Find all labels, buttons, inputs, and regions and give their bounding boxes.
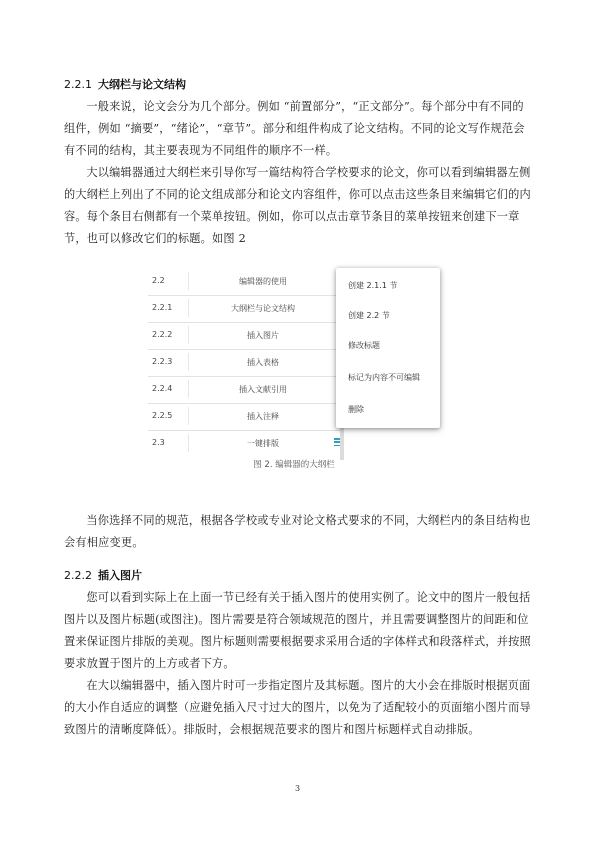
outline-item-label: 一键排版 xyxy=(247,439,279,448)
figure-outline-panel xyxy=(148,268,440,472)
paragraph: 当你选择不同的规范，根据各学校或专业对论文格式要求的不同，大纲栏内的条目结构也会有相应变更。 xyxy=(64,514,531,549)
outline-item-number: 2.2 xyxy=(152,276,165,285)
menu-item-delete[interactable]: 删除 xyxy=(348,405,364,414)
outline-item-label: 大纲栏与论文结构 xyxy=(231,304,295,313)
outline-item-number: 2.2.4 xyxy=(152,384,173,393)
context-menu xyxy=(336,268,440,428)
outline-item[interactable] xyxy=(148,430,344,457)
menu-item-create-section[interactable]: 创建 2.2 节 xyxy=(348,311,390,320)
outline-item-label: 插入注释 xyxy=(247,412,279,421)
section-heading-2-2-1 xyxy=(64,76,186,92)
outline-list xyxy=(148,268,348,462)
menu-item-create-subsection[interactable]: 创建 2.1.1 节 xyxy=(348,281,398,290)
outline-item[interactable] xyxy=(148,403,344,431)
section-title: 大纲栏与论文结构 xyxy=(98,78,186,91)
menu-item-lock[interactable]: 标记为内容不可编辑 xyxy=(348,373,420,382)
outline-item[interactable] xyxy=(148,322,344,350)
paragraph: 您可以看到实际上在上面一节已经有关于插入图片的使用实例了。论文中的图片一般包括图片以及图片标题(或图注)。图片需要是符合领域规范的图片，并且需要调整图片的间距和位置来保证图片排版的美观。图片标题则需要根据要求采用合适的字体样式和段落样式，并按照要求放置于图片的上方或者下方。 xyxy=(64,591,531,670)
page-number: 3 xyxy=(294,784,301,793)
outline-item-number: 2.2.5 xyxy=(152,411,173,420)
section-number: 2.2.1 xyxy=(64,78,92,91)
figure-caption: 图 2. 编辑器的大纲栏 xyxy=(253,460,335,470)
paragraph: 大以编辑器通过大纲栏来引导你写一篇结构符合学校要求的论文，你可以看到编辑器左侧的大纲栏上列出了不同的论文组成部分和论文内容组件，你可以点击这些条目来编辑它们的内容。每个条目右侧都有一个菜单按钮。例如，你可以点击章节条目的菜单按钮来创建下一章节，也可以修改它们的标题。如图 2 xyxy=(64,166,531,245)
outline-item-label: 插入表格 xyxy=(247,358,279,367)
section-heading-2-2-2 xyxy=(64,567,142,583)
outline-item-label: 插入文献引用 xyxy=(239,385,287,394)
menu-item-rename[interactable]: 修改标题 xyxy=(348,341,380,350)
paragraph: 在大以编辑器中，插入图片时可一步指定图片及其标题。图片的大小会在排版时根据页面的大小作自适应的调整（应避免插入尺寸过大的图片，以免为了适配较小的页面缩小图片而导致图片的清晰度降低）。排版时，会根据规范要求的图片和图片标题样式自动排版。 xyxy=(64,679,531,736)
outline-item-number: 2.3 xyxy=(152,438,165,447)
outline-item[interactable] xyxy=(148,268,344,296)
outline-item-label: 插入图片 xyxy=(247,331,279,340)
paragraph: 一般来说，论文会分为几个部分。例如 “前置部分”，“正文部分”。每个部分中有不同的组件，例如 “摘要”，“绪论”，“章节”。部分和组件构成了论文结构。不同的论文写作规范会有不同的结构，其主要表现为不同组件的顺序不一样。 xyxy=(64,100,525,157)
outline-item-number: 2.2.2 xyxy=(152,330,173,339)
section-number: 2.2.2 xyxy=(64,569,92,582)
outline-item-number: 2.2.3 xyxy=(152,357,173,366)
outline-item-label: 编辑器的使用 xyxy=(239,277,287,286)
section-title: 插入图片 xyxy=(98,569,142,582)
outline-item-number: 2.2.1 xyxy=(152,303,173,312)
outline-item[interactable] xyxy=(148,349,344,377)
outline-item[interactable] xyxy=(148,376,344,404)
outline-item[interactable] xyxy=(148,295,344,323)
